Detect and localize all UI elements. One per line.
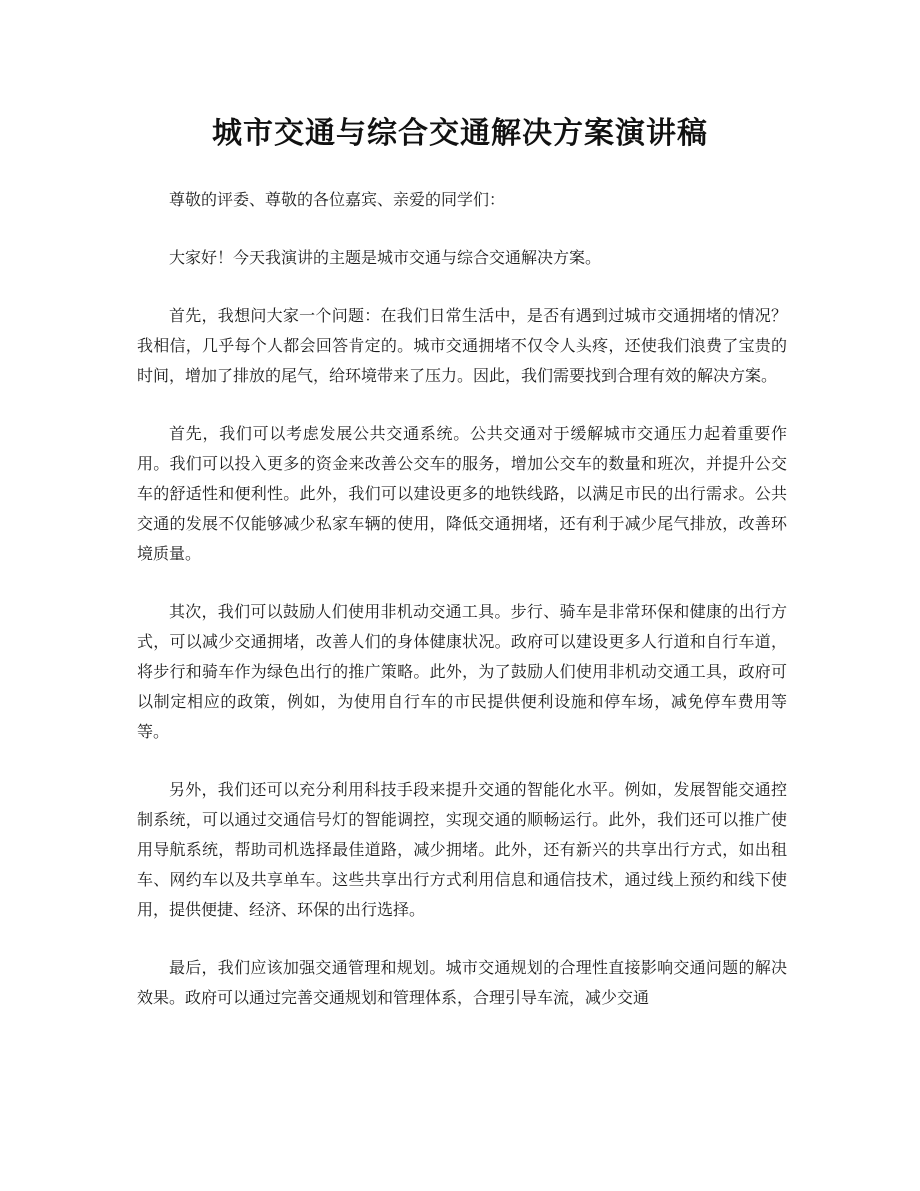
salutation-paragraph: 尊敬的评委、尊敬的各位嘉宾、亲爱的同学们： (169, 190, 506, 209)
intro-paragraph: 大家好！今天我演讲的主题是城市交通与综合交通解决方案。 (169, 248, 602, 267)
page-title: 城市交通与综合交通解决方案演讲稿 (212, 116, 708, 151)
document-body (137, 185, 787, 1041)
problem-paragraph: 首先，我想问大家一个问题：在我们日常生活中，是否有遇到过城市交通拥堵的情况？我相信，几乎每个人都会回答肯定的。城市交通拥堵不仅令人头疼，还使我们浪费了宝贵的时间，增加了排放的尾气，给环境带来了压力。因此，我们需要找到合理有效的解决方案。 (137, 306, 787, 385)
smart-traffic-paragraph: 另外，我们还可以充分利用科技手段来提升交通的智能化水平。例如，发展智能交通控制系统，可以通过交通信号灯的智能调控，实现交通的顺畅运行。此外，我们还可以推广使用导航系统，帮助司机选择最佳道路，减少拥堵。此外，还有新兴的共享出行方式，如出租车、网约车以及共享单车。这些共享出行方式利用信息和通信技术，通过线上预约和线下使用，提供便捷、经济、环保的出行选择。 (137, 780, 787, 919)
public-transport-paragraph: 首先，我们可以考虑发展公共交通系统。公共交通对于缓解城市交通压力起着重要作用。我们可以投入更多的资金来改善公交车的服务，增加公交车的数量和班次，并提升公交车的舒适性和便利性。此外，我们可以建设更多的地铁线路，以满足市民的出行需求。公共交通的发展不仅能够减少私家车辆的使用，降低交通拥堵，还有利于减少尾气排放，改善环境质量。 (137, 424, 787, 563)
non-motorized-paragraph: 其次，我们可以鼓励人们使用非机动交通工具。步行、骑车是非常环保和健康的出行方式，可以减少交通拥堵，改善人们的身体健康状况。政府可以建设更多人行道和自行车道，将步行和骑车作为绿色出行的推广策略。此外，为了鼓励人们使用非机动交通工具，政府可以制定相应的政策，例如，为使用自行车的市民提供便利设施和停车场，减免停车费用等等。 (137, 602, 787, 741)
management-paragraph: 最后，我们应该加强交通管理和规划。城市交通规划的合理性直接影响交通问题的解决效果。政府可以通过完善交通规划和管理体系，合理引导车流，减少交通 (137, 958, 787, 1007)
